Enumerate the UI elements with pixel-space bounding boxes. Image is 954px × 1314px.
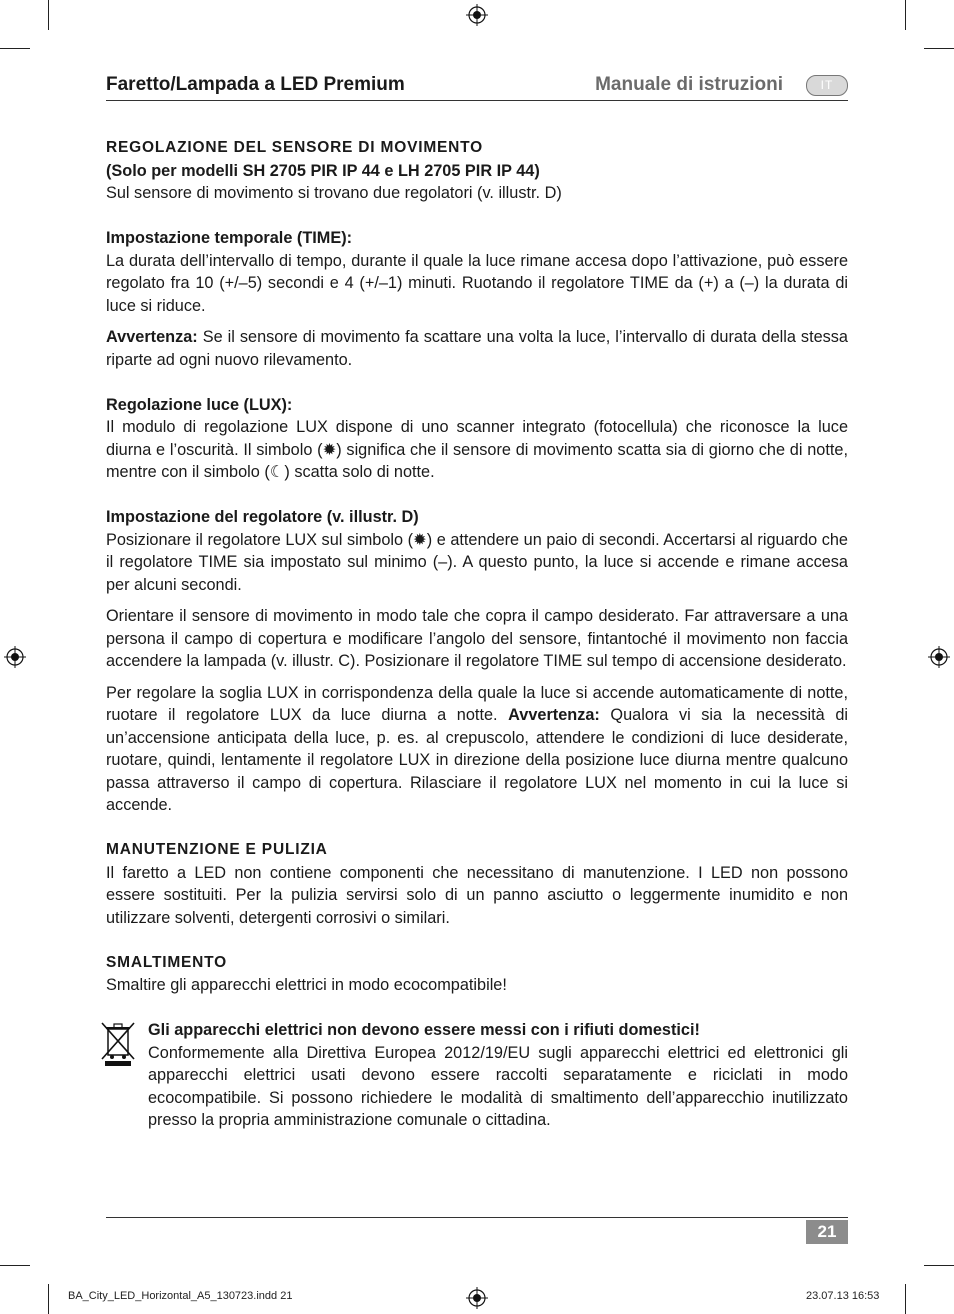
page-header <box>106 72 848 101</box>
paragraph <box>106 682 848 817</box>
sun-symbol-icon: ✹ <box>322 440 337 459</box>
text-span: Posizionare il regolatore LUX sul simbolo ( <box>106 530 414 549</box>
text-span: ) e attendere un paio di secondi. Accertarsi al riguardo che il regolatore TIME sia impostato sul minimo (–). A questo punto, la luce si accende e rimane accesa per alcuni secondi. <box>106 530 848 594</box>
sun-symbol-icon: ✹ <box>413 530 427 549</box>
registration-mark-icon <box>928 646 950 668</box>
warning-label: Avvertenza: <box>106 328 198 346</box>
footer-divider <box>106 1217 848 1218</box>
paragraph: Il faretto a LED non contiene componenti che necessitano di manutenzione. I LED non possono essere sostituiti. Per la pulizia servirsi solo di un panno asciutto o leggermente inumidito e non utilizzare solventi, detergenti corrosivi o similari. <box>106 863 848 927</box>
crop-mark <box>48 1284 49 1314</box>
language-badge: IT <box>806 75 848 96</box>
paragraph: Smaltire gli apparecchi elettrici in modo ecocompatibile! <box>106 976 507 994</box>
section-heading: SMALTIMENTO <box>106 953 228 971</box>
crop-mark <box>905 0 906 30</box>
crossed-bin-icon <box>100 1019 136 1067</box>
page-number: 21 <box>806 1220 848 1244</box>
section-heading: MANUTENZIONE E PULIZIA <box>106 841 328 858</box>
print-slug-date: 23.07.13 16:53 <box>806 1290 880 1302</box>
text-span: Il modulo di regolazione LUX dispone di uno scanner integrato (fotocellula) che riconosce la luce diurna e l’oscurità. Il simbolo ( <box>106 418 848 459</box>
crop-mark <box>924 1265 954 1266</box>
text-span: Qualora vi sia la necessità di un’accensione anticipata della luce, p. es. al crepuscolo, attendere le condizioni di luce desiderate, ruotare, quindi, lentamente il regolatore LUX in direzione della posizione luce diurna mentre qualcuno passa attraverso il campo di copertura. Rilasciare il regolatore LUX nel momento in cui la luce si accende. <box>106 706 848 814</box>
warning-paragraph <box>106 326 848 371</box>
manual-label: Manuale di istruzioni <box>595 74 783 95</box>
text-span: ) scatta solo di notte. <box>284 463 435 481</box>
registration-mark-icon <box>466 4 488 26</box>
weee-body: Conformemente alla Direttiva Europea 2012/19/EU sugli apparecchi elettrici ed elettronici gli apparecchi elettrici usati devono essere raccolti separatamente e riciclati in modo ecocompatibile. Si possono richiedere le modalità di smaltimento dell’apparecchio inutilizzato presso la propria amministrazione comunale o cittadina. <box>148 1043 848 1129</box>
registration-mark-icon <box>466 1287 488 1309</box>
paragraph: La durata dell’intervallo di tempo, durante il quale la luce rimane accesa dopo l’attivazione, può essere regolato fra 10 (+/–5) secondi e 4 (+/–1) minuti. Ruotando il regolatore TIME da (+) a (–) la durata di luce si riduce. <box>106 251 848 315</box>
registration-mark-icon <box>4 646 26 668</box>
page-content <box>106 137 848 1132</box>
print-slug-file: BA_City_LED_Horizontal_A5_130723.indd 21 <box>68 1290 293 1302</box>
crop-mark <box>924 48 954 49</box>
crop-mark <box>0 1265 30 1266</box>
crop-mark <box>905 1284 906 1314</box>
crop-mark <box>48 0 49 30</box>
subheading: Impostazione temporale (TIME): <box>106 229 353 247</box>
models-note: (Solo per modelli SH 2705 PIR IP 44 e LH 2705 PIR IP 44) <box>106 161 540 180</box>
warning-label: Avvertenza: <box>508 706 600 724</box>
text-span: ) significa che il sensore di movimento scatta sia di giorno che di notte, mentre con il simbolo ( <box>106 440 848 481</box>
section-heading: REGOLAZIONE DEL SENSORE DI MOVIMENTO <box>106 139 484 156</box>
paragraph: Orientare il sensore di movimento in modo tale che copra il campo desiderato. Far attraversare a una persona il campo di copertura e modificare l’angolo del sensore, fintantoché il movimento non faccia accendere la lampada (v. illustr. C). Posizionare il regolatore TIME sul tempo di accensione desiderato. <box>106 607 848 670</box>
weee-notice <box>106 1019 848 1132</box>
weee-heading: Gli apparecchi elettrici non devono essere messi con i rifiuti domestici! <box>148 1021 700 1039</box>
text-span: Per regolare la soglia LUX in corrispondenza della quale la luce si accende automaticamente di notte, ruotare il regolatore LUX da luce diurna a notte. <box>106 683 848 724</box>
paragraph <box>106 416 848 484</box>
subheading: Regolazione luce (LUX): <box>106 395 293 414</box>
warning-text: Se il sensore di movimento fa scattare una volta la luce, l’intervallo di durata della stessa riparte ad ogni nuovo rilevamento. <box>106 328 848 369</box>
paragraph: Sul sensore di movimento si trovano due regolatori (v. illustr. D) <box>106 184 562 202</box>
moon-symbol-icon: ☾ <box>269 463 285 481</box>
crop-mark <box>0 48 30 49</box>
paragraph <box>106 529 848 597</box>
document-title: Faretto/Lampada a LED Premium <box>106 74 405 95</box>
subheading: Impostazione del regolatore (v. illustr. D) <box>106 508 419 526</box>
